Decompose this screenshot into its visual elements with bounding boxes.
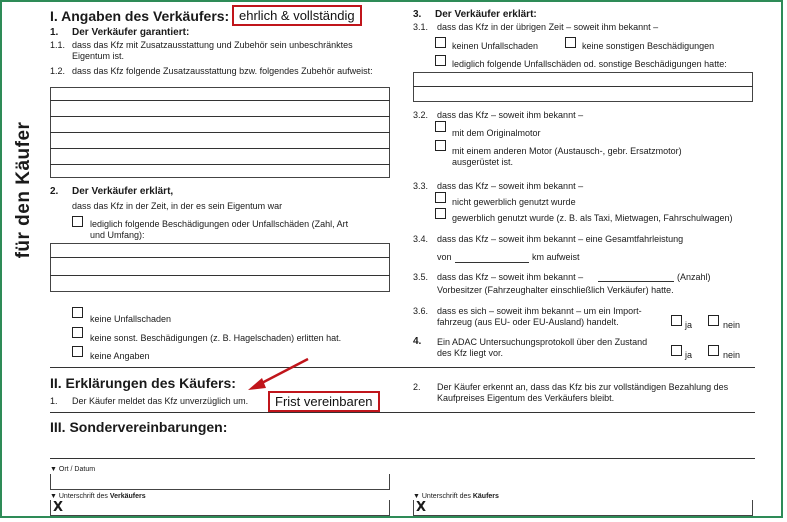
s2-p1-num: 1. xyxy=(50,396,58,406)
p35-text2: Vorbesitzer (Fahrzeughalter einschließlich Verkäufer) hatte. xyxy=(437,285,674,295)
p31-textarea[interactable] xyxy=(413,72,753,102)
p2-opt1-checkbox[interactable] xyxy=(72,216,83,227)
p31-opt2-label: keine sonstigen Beschädigungen xyxy=(582,41,715,51)
rule xyxy=(413,86,753,87)
p33-opt2-checkbox[interactable] xyxy=(435,208,446,219)
p36-nein-label: nein xyxy=(723,320,741,330)
side-label-text: für den Käufer xyxy=(13,121,34,259)
rule xyxy=(50,116,390,117)
sig-buyer-field[interactable] xyxy=(413,500,753,516)
p32-opt2-checkbox[interactable] xyxy=(435,140,446,151)
p33-num: 3.3. xyxy=(413,181,429,191)
p31-text: dass das Kfz in der übrigen Zeit – soweit ihm bekannt – xyxy=(437,22,659,32)
p11-num: 1.1. xyxy=(50,40,66,50)
p36-ja-label: ja xyxy=(685,320,693,330)
keine-angaben-label: keine Angaben xyxy=(90,351,150,361)
p32-text: dass das Kfz – soweit ihm bekannt – xyxy=(437,110,584,120)
arrow-shaft xyxy=(256,359,308,386)
keine-sonst-label: keine sonst. Beschädigungen (z. B. Hagelschaden) erlitten hat. xyxy=(90,333,342,343)
p2-title: Der Verkäufer erklärt, xyxy=(72,186,174,197)
p35-text: dass das Kfz – soweit ihm bekannt – xyxy=(437,272,584,282)
p4-ja-label: ja xyxy=(685,350,693,360)
side-label xyxy=(6,105,42,275)
rule xyxy=(50,100,390,101)
p1-num: 1. xyxy=(50,27,59,38)
sig-buyer-label: ▼ Unterschrift des Käufers xyxy=(413,493,499,500)
sig-buyer-pre: Unterschrift des xyxy=(421,493,473,500)
rule xyxy=(50,148,390,149)
p2-num: 2. xyxy=(50,186,59,197)
keine-sonst-checkbox[interactable] xyxy=(72,327,83,338)
rule xyxy=(50,275,390,276)
p31-opt1-checkbox[interactable] xyxy=(435,37,446,48)
p11-text: dass das Kfz mit Zusatzausstattung und Zubehör sein unbeschränktes Eigentum ist. xyxy=(72,40,353,61)
p35-num: 3.5. xyxy=(413,272,429,282)
p36-num: 3.6. xyxy=(413,306,429,316)
p33-opt2-label: gewerblich genutzt wurde (z. B. als Taxi, Mietwagen, Fahrschulwagen) xyxy=(452,213,733,223)
s2-p2-num: 2. xyxy=(413,382,421,392)
section-divider xyxy=(50,367,755,368)
ort-label-text: Ort / Datum xyxy=(58,466,96,473)
p31-opt2-checkbox[interactable] xyxy=(565,37,576,48)
p31-opt3-checkbox[interactable] xyxy=(435,55,446,66)
sig-seller-pre: Unterschrift des xyxy=(58,493,110,500)
p31-opt3-label: lediglich folgende Unfallschäden od. sonstige Beschädigungen hatte: xyxy=(452,59,727,69)
p33-opt1-label: nicht gewerblich genutzt wurde xyxy=(452,197,576,207)
sig-seller-bold: Verkäufers xyxy=(109,493,146,500)
section-2-title: II. Erklärungen des Käufers: xyxy=(50,375,236,391)
p34-km: km aufweist xyxy=(532,252,580,262)
p33-text: dass das Kfz – soweit ihm bekannt – xyxy=(437,181,584,191)
note-ehrlich: ehrlich & vollständig xyxy=(232,5,362,26)
s2-p1-text: Der Käufer meldet das Kfz unverzüglich um. xyxy=(72,396,249,406)
section-3-title: III. Sondervereinbarungen: xyxy=(50,419,228,435)
sig-buyer-mark: X xyxy=(416,500,427,515)
p32-num: 3.2. xyxy=(413,110,429,120)
p32-opt1-label: mit dem Originalmotor xyxy=(452,128,541,138)
rule xyxy=(50,164,390,165)
p34-text: dass das Kfz – soweit ihm bekannt – eine Gesamtfahrleistung xyxy=(437,234,684,244)
p4-nein-checkbox[interactable] xyxy=(708,345,719,356)
rule xyxy=(50,257,390,258)
p31-opt1-label: keinen Unfallschaden xyxy=(452,41,539,51)
sig-seller-label: ▼ Unterschrift des Verkäufers xyxy=(50,493,146,500)
p31-num: 3.1. xyxy=(413,22,429,32)
p4-num: 4. xyxy=(413,336,422,347)
sig-seller-mark: X xyxy=(53,500,64,515)
section-1-title: I. Angaben des Verkäufers: xyxy=(50,8,230,24)
keine-unfall-checkbox[interactable] xyxy=(72,307,83,318)
p12-text: dass das Kfz folgende Zusatzausstattung bzw. folgendes Zubehör aufweist: xyxy=(72,66,373,76)
ort-label: ▼ Ort / Datum xyxy=(50,466,96,473)
sonder-input-line[interactable] xyxy=(50,458,755,459)
p2-opt1-label: lediglich folgende Beschädigungen oder Unfallschäden (Zahl, Art und Umfang): xyxy=(90,219,349,240)
p32-opt1-checkbox[interactable] xyxy=(435,121,446,132)
note-frist: Frist vereinbaren xyxy=(268,391,380,412)
p4-ja-checkbox[interactable] xyxy=(671,345,682,356)
arrow-icon xyxy=(240,356,312,396)
sig-seller-field[interactable] xyxy=(50,500,390,516)
section-divider xyxy=(50,412,755,413)
p34-km-input[interactable] xyxy=(455,262,529,263)
s3-title: Der Verkäufer erklärt: xyxy=(435,9,537,20)
keine-unfall-label: keine Unfallschaden xyxy=(90,314,172,324)
p34-von: von xyxy=(437,252,452,262)
p12-num: 1.2. xyxy=(50,66,66,76)
p2-text: dass das Kfz in der Zeit, in der es sein Eigentum war xyxy=(72,201,283,211)
rule xyxy=(50,132,390,133)
p33-opt1-checkbox[interactable] xyxy=(435,192,446,203)
p35-anzahl: (Anzahl) xyxy=(677,272,711,282)
p36-nein-checkbox[interactable] xyxy=(708,315,719,326)
p4-nein-label: nein xyxy=(723,350,741,360)
p32-opt2-label: mit einem anderen Motor (Austausch-, gebr. Ersatzmotor) ausgerüstet ist. xyxy=(452,146,682,167)
s2-p2-text: Der Käufer erkennt an, dass das Kfz bis zur vollständigen Bezahlung des Kaufpreises Eigentum des Verkäufers bleibt. xyxy=(437,382,729,403)
p2-textarea[interactable] xyxy=(50,243,390,292)
sig-buyer-bold: Käufers xyxy=(472,493,499,500)
s3-num: 3. xyxy=(413,9,422,20)
p36-ja-checkbox[interactable] xyxy=(671,315,682,326)
keine-angaben-checkbox[interactable] xyxy=(72,346,83,357)
arrow-head xyxy=(248,378,266,390)
ort-datum-field[interactable] xyxy=(50,474,390,490)
p34-num: 3.4. xyxy=(413,234,429,244)
p1-title: Der Verkäufer garantiert: xyxy=(72,27,190,38)
p4-text: Ein ADAC Untersuchungsprotokoll über den Zustand des Kfz liegt vor. xyxy=(437,337,648,358)
p36-text: dass es sich – soweit ihm bekannt – um ein Import-fahrzeug (aus EU- oder EU-Ausland) handelt. xyxy=(437,306,642,327)
p35-anzahl-input[interactable] xyxy=(598,281,674,282)
